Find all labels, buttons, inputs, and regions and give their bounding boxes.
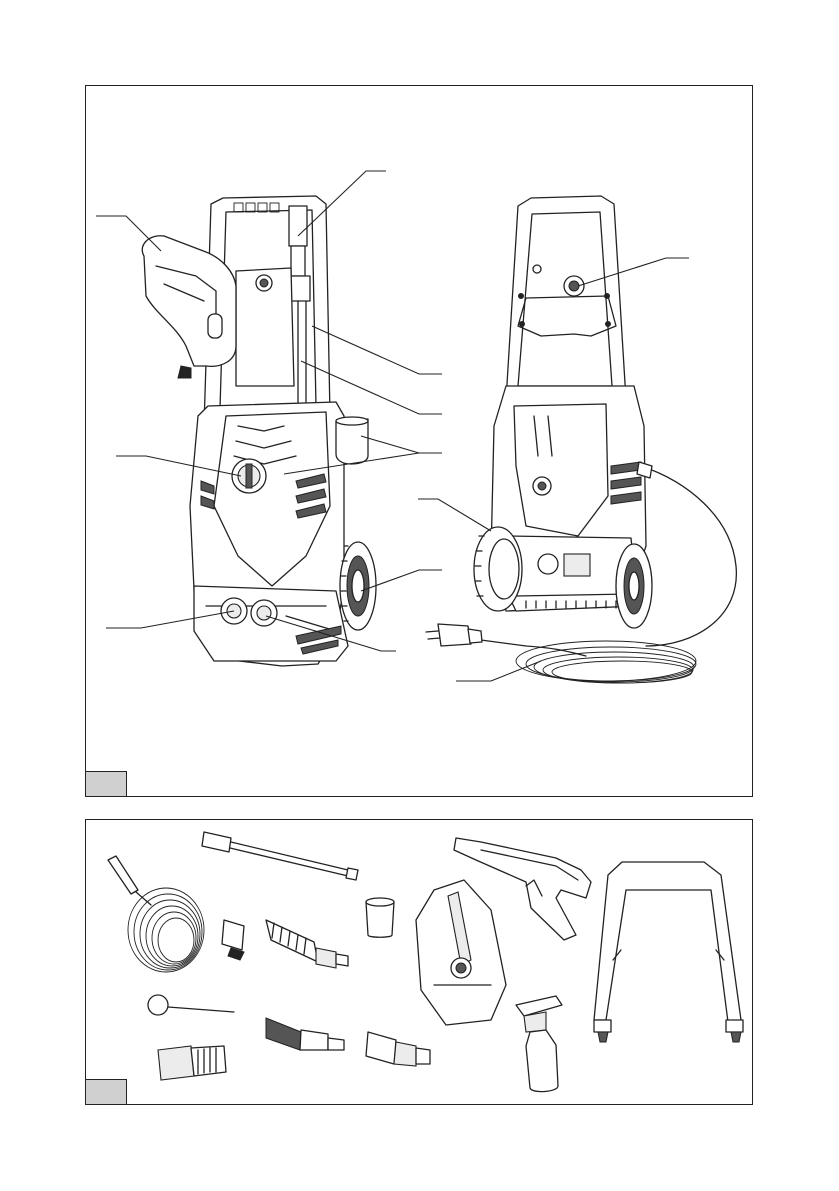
figure-2-tab — [85, 1079, 127, 1105]
turbo-nozzle — [266, 920, 348, 968]
hose-reel-cover — [416, 880, 506, 1025]
power-cord-path — [641, 466, 736, 646]
wheel-front — [340, 542, 376, 630]
handle-frame-accessory — [594, 862, 743, 1042]
figure-1-tab — [85, 771, 127, 797]
rear-hook — [538, 554, 558, 574]
foam-bottle — [516, 996, 562, 1092]
leader-bottle-holder — [361, 436, 419, 453]
detergent-cup — [366, 898, 394, 937]
leader-upper-handle — [312, 326, 442, 374]
power-plug — [426, 624, 482, 646]
rear-view — [426, 196, 736, 683]
water-inlet-adapter — [366, 1032, 430, 1066]
front-view — [142, 196, 376, 666]
wheel-rear-left — [474, 527, 522, 611]
figure-2-drawing — [86, 820, 754, 1106]
wheel-rear-right — [616, 544, 652, 628]
adjustable-nozzle — [266, 1018, 344, 1050]
figure-2-panel — [85, 819, 753, 1105]
lance-tip — [289, 206, 307, 246]
high-pressure-hose — [108, 856, 244, 972]
cleaning-needle — [148, 995, 234, 1015]
bottle-holder-cup — [336, 419, 368, 464]
lance-extension — [202, 832, 358, 880]
figure-1-panel — [85, 85, 753, 797]
leader-hose-hook — [418, 499, 491, 531]
hose-connector — [158, 1046, 226, 1080]
figure-1-drawing — [86, 86, 754, 798]
